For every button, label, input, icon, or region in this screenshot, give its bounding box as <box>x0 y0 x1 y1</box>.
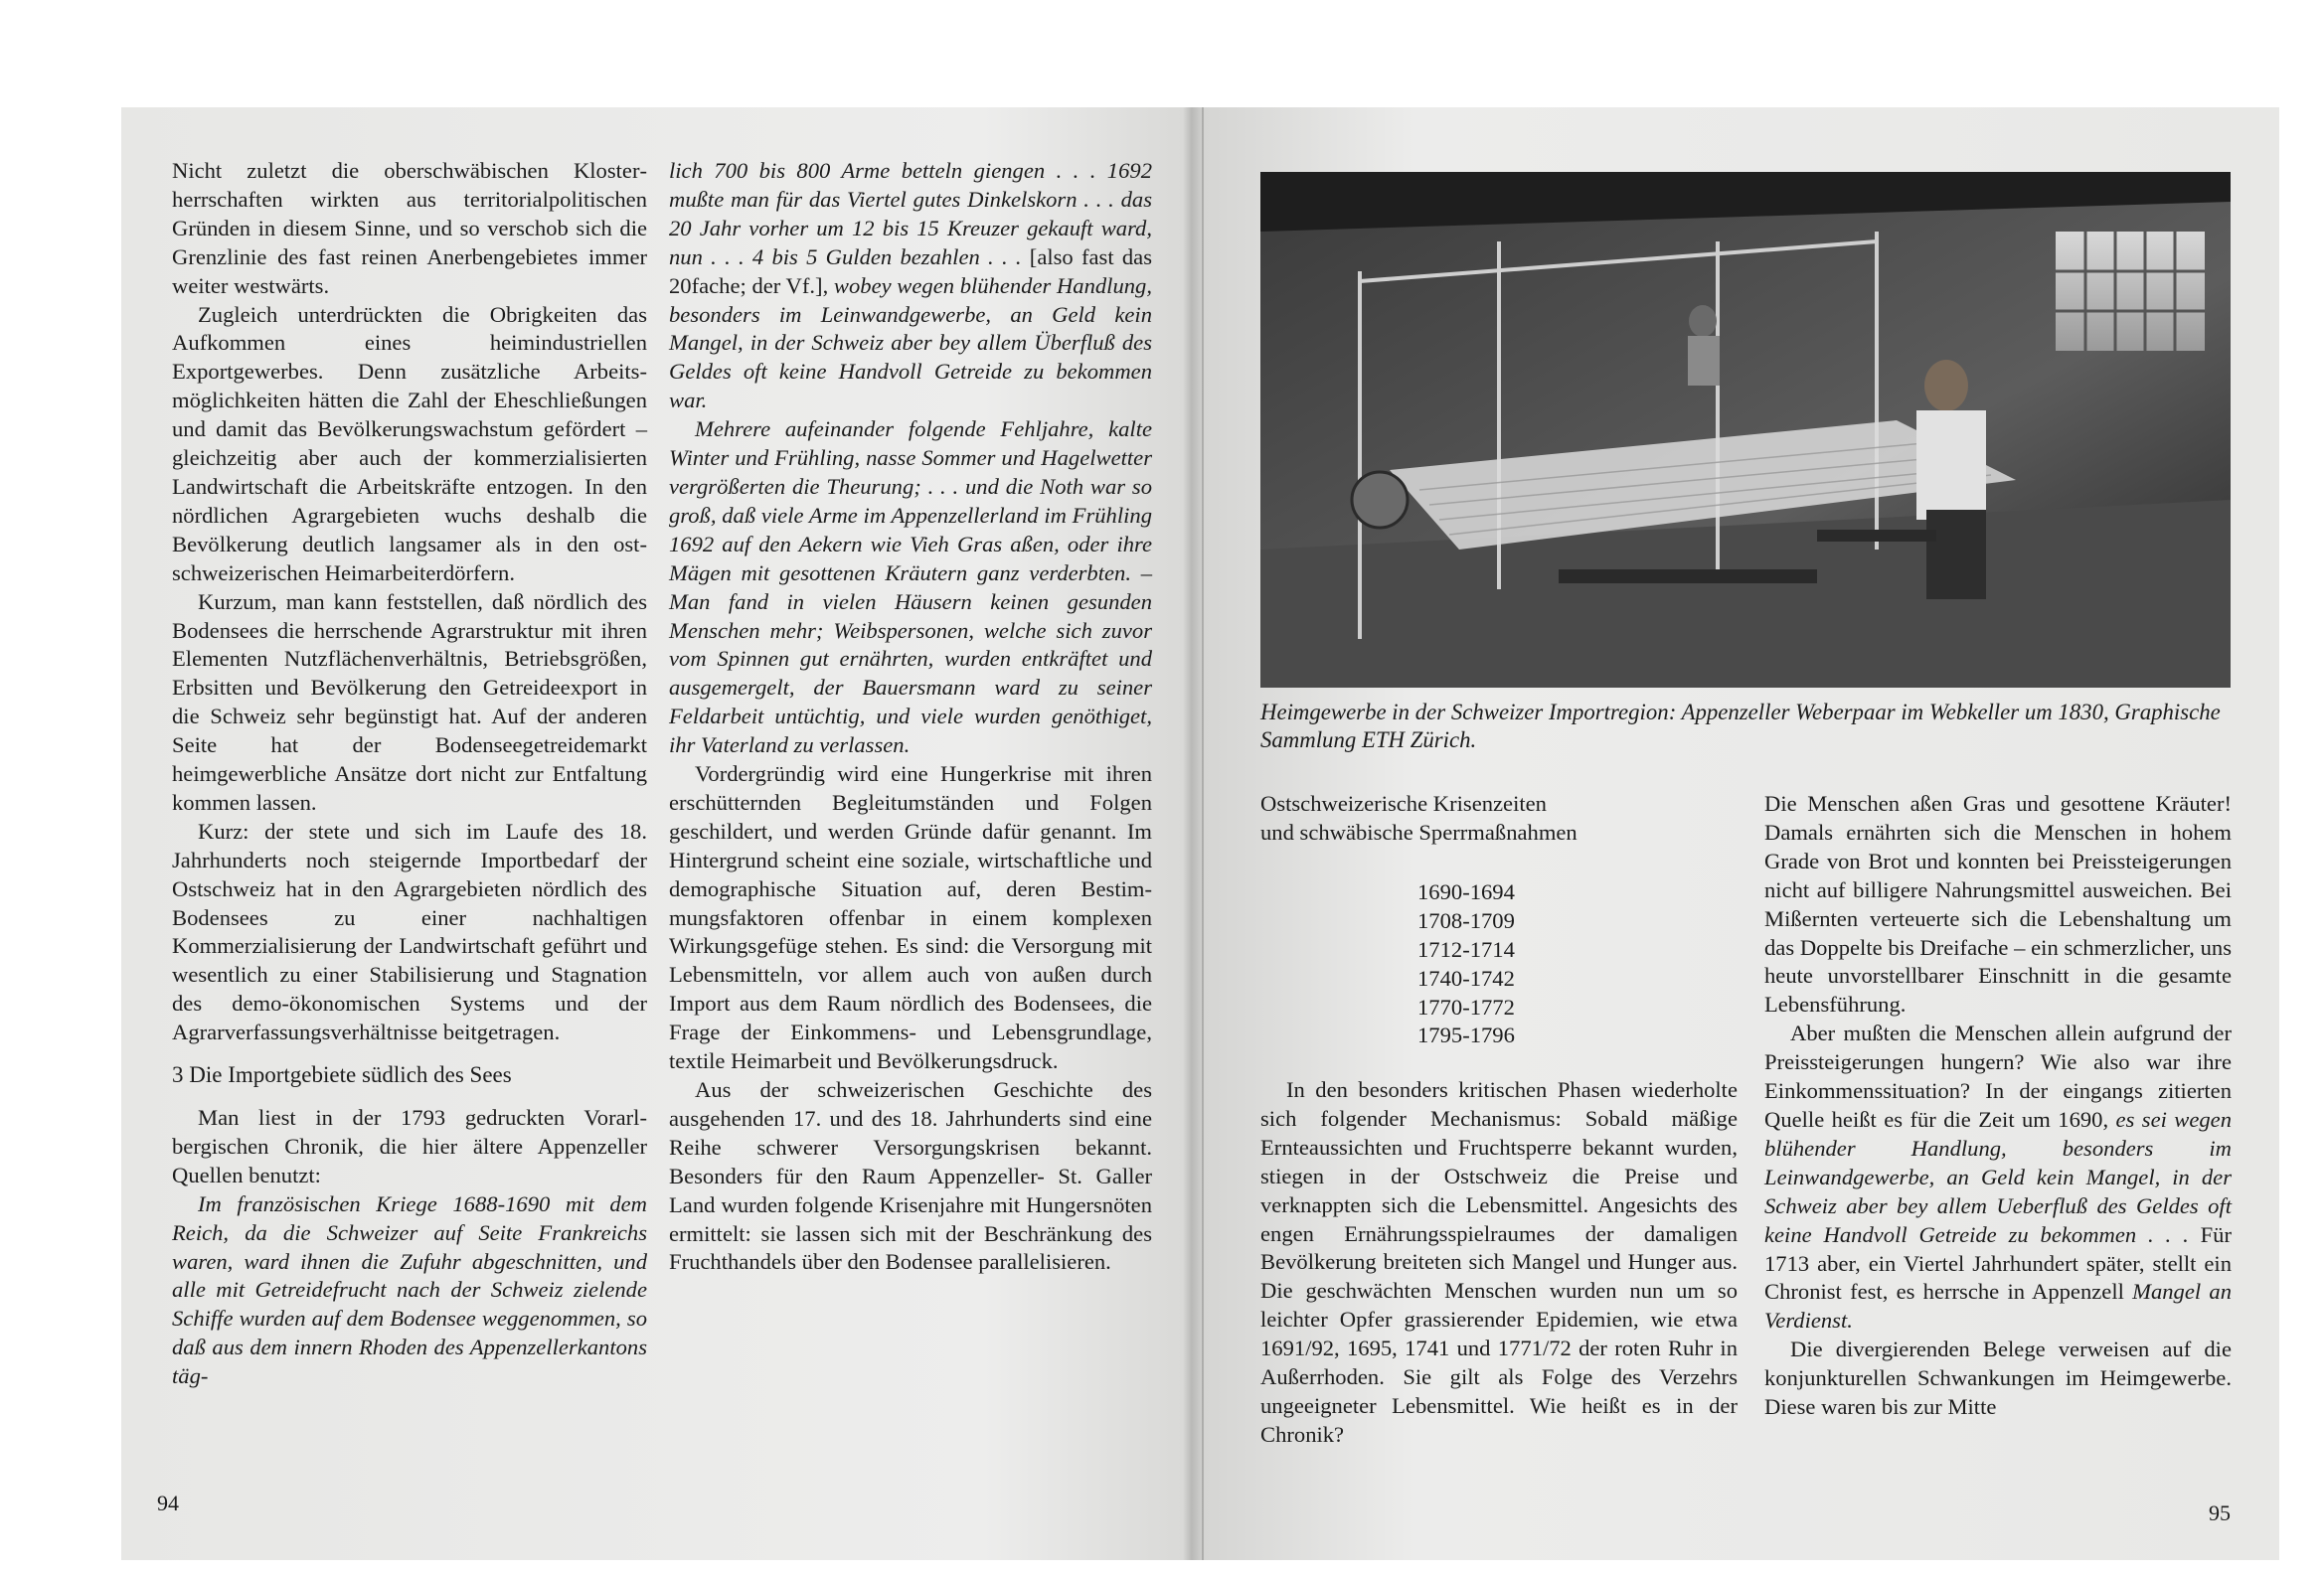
table-title-line: Ostschweizerische Krisenzeiten <box>1260 791 1547 816</box>
paragraph: Aus der schweizerischen Geschichte des ausgehenden 17. und des 18. Jahrhunderts sind eine Reihe schwerer Versorgungskrisen bekannt. Besonders für den Raum Appenzeller- St. Galler Land wurden folgende Krisenjahre mit Hungersnöten ermittelt: sie lassen sich mit der Beschränkung des Fruchthandels über den Bodensee parallelisieren. <box>669 1077 1152 1275</box>
weaving-cellar-illustration <box>1260 172 2231 688</box>
paragraph: Die Menschen aßen Gras und gesottene Kräuter! Damals ernährten sich die Menschen in hohem Grade von Brot und konnten bei Preissteigerungen nicht auf billigere Nahrungsmittel ausweichen. Bei Mißernten verteuerte sich die Lebenshaltung um das Doppelte bis Dreifache – ein schmerzlicher, uns heute unvorstellbarer Einschnitt in die gesamte Lebensführung. <box>1764 791 2232 1018</box>
paragraph <box>1764 1020 2232 1336</box>
left-column-2 <box>669 157 1152 1277</box>
weaver-engraving-image <box>1260 172 2231 688</box>
quote-text: lich 700 bis 800 Arme betteln giengen . . . 1692 mußte man für das Viertel gutes Dinkelskorn . . . das 20 Jahr vorher um 12 bis 15 Kreuzer gekauft ward, nun . . . 4 bis 5 Gulden bezahlen . . . <box>669 158 1152 269</box>
chronicle-quote: Im französischen Kriege 1688-1690 mit dem Reich, da die Schweizer auf Seite Frankreichs waren, ward ihnen die Zufuhr abgeschnitten, und alle mit Getreidefrucht nach der Schweiz zielende Schiffe wurden auf dem Bodensee weggenommen, so daß aus dem innern Rhoden des Appenzellerkantons täg- <box>172 1190 647 1389</box>
crisis-period: 1690-1694 <box>1417 879 1515 904</box>
paragraph: Man liest in der 1793 gedruckten Vorarlbergischen Chronik, die hier ältere Appenzeller Quellen benutzt: <box>172 1105 647 1187</box>
paragraph: In den besonders kritischen Phasen wiederholte sich folgender Mechanismus: Sobald mäßige Ernteaussichten und Fruchtsperre bekannt wurden, stiegen in der Ostschweiz die Preise und verknappten sich die Lebensmittel. Angesichts des engen Ernährungsspielraumes der damaligen Bevölkerung breiteten sich Mangel und Hunger aus. Die geschwächten Menschen wurden nun um so leichter Opfer grassierender Epidemien, wie etwa 1691/92, 1695, 1741 und 1771/72 der roten Ruhr in Außerrhoden. Sie gilt als Folge des Verzehrs ungeeigneter Lebensmittel. Wie heißt es in der Chronik? <box>1260 1077 1738 1447</box>
figure-caption: Heimgewerbe in der Schweizer Importregion: Appenzeller Weberpaar im Webkeller um 1830, Graphische Sammlung ETH Zürich. <box>1260 700 2221 752</box>
quote-text: wobey wegen blühender Handlung, besonders im Leinwandgewerbe, an Geld kein Mangel, in der Schweiz aber bey allem Überfluß des Geldes oft keine Handvoll Getreide zu bekommen war. <box>669 272 1152 413</box>
right-column-2 <box>1764 790 2232 1422</box>
book-fold <box>1202 107 1204 1560</box>
right-column-1 <box>1260 790 1738 848</box>
paragraph: Zugleich unterdrückten die Obrigkeiten das Aufkommen eines heimindustriellen Exportgewerbes. Denn zusätzliche Arbeitsmöglichkeiten hätten die Zahl der Eheschließungen und damit das Bevölkerungswachstum gefördert – gleichzeitig aber auch der kommerzialisierten Landwirtschaft die Arbeitskräfte entzogen. In den nördlichen Agrargebieten wuchs deshalb die Bevölkerung deutlich langsamer als in den ostschweizerischen Heimarbeiterdörfern. <box>172 301 647 585</box>
paragraph: Vordergründig wird eine Hungerkrise mit ihren erschütternden Begleitumständen und Folgen geschildert, und werden Gründe dafür genannt. Im Hintergrund scheint eine soziale, wirtschaftliche und demographische Situation auf, deren Bestimmungsfaktoren offenbar in einem komplexen Wirkungsgefüge stehen. Es sind: die Versorgung mit Lebensmitteln, vor allem auch von außen durch Import aus dem Raum nördlich des Bodensees, die Frage der Einkommens- und Lebensgrundlage, textile Heimarbeit und Bevölkerungsdruck. <box>669 761 1152 1074</box>
section-heading: 3 Die Importgebiete südlich des Sees <box>172 1062 512 1088</box>
crisis-years-list <box>1417 878 1515 1050</box>
table-title-line: und schwäbische Sperrmaßnahmen <box>1260 819 1577 845</box>
text-run: Für 1713 aber, ein Viertel Jahrhundert später, stellt ein Chronist fest, es herrsche in Appenzell <box>1764 1221 2232 1305</box>
quote-text: Mangel an Verdienst. <box>1764 1279 2232 1334</box>
crisis-period: 1740-1742 <box>1417 965 1515 991</box>
paragraph: Kurz: der stete und sich im Laufe des 18. Jahrhunderts noch steigernde Importbedarf der Ostschweiz hat in den Agrargebieten nördlich des Bodensees zu einer nachhaltigen Kommerzialisierung der Landwirtschaft geführt und wesentlich zu einer Stabilisierung und Stagnation des demo-ökonomischen Systems und der Agrarverfassungsverhältnisse beitgetragen. <box>172 818 647 1045</box>
paragraph: Kurzum, man kann feststellen, daß nördlich des Bodensees die herrschende Agrarstruktur mit ihren Elementen Nutzflächenverhältnis, Betriebsgrößen, Erbsitten und Bevölkerung den Getreideexport in die Schweiz sehr begünstigt hat. Auf der anderen Seite hat der Bodenseegetreidemarkt heimgewerbliche Ansätze dort nicht zur Entfaltung kommen lassen. <box>172 588 647 815</box>
table-title <box>1260 790 1738 848</box>
paragraph: Die divergierenden Belege verweisen auf die konjunkturellen Schwankungen im Heimgewerbe. Diese waren bis zur Mitte <box>1764 1337 2232 1420</box>
page-number-right: 95 <box>2209 1500 2231 1525</box>
crisis-period: 1712-1714 <box>1417 936 1515 962</box>
crisis-period: 1795-1796 <box>1417 1023 1515 1048</box>
crisis-period: 1708-1709 <box>1417 907 1515 933</box>
author-insertion: [also fast das 20fache; der Vf.], <box>669 243 1152 298</box>
text-run: Aber mußten die Menschen allein aufgrund der Preissteigerungen hungern? Wie also war ihre Einkommenssituation? In der eingangs zitierten Quelle heißt es für die Zeit um 1690, <box>1764 1021 2232 1132</box>
right-column-1-body <box>1260 1076 1738 1450</box>
page-number-left: 94 <box>157 1491 179 1515</box>
paragraph: Nicht zuletzt die oberschwäbischen Klosterherrschaften wirkten aus territorialpolitischen Gründen in diesem Sinne, und so verschob sich die Grenzlinie des fast reinen Anerbengebietes immer weiter westwärts. <box>172 158 647 298</box>
chronicle-quote-2: Mehrere aufeinander folgende Fehljahre, kalte Winter und Frühling, nasse Sommer und Hagelwetter vergrößerten die Theurung; . . . und die Noth war so groß, daß viele Arme im Appenzellerland im Frühling 1692 auf den Aekern wie Vieh Gras aßen, oder ihre Mägen mit gesottenen Kräutern ganz verderbten. – Man fand in vielen Häusern keinen gesunden Menschen mehr; Weibspersonen, welche sich zuvor vom Spinnen gut ernährten, wurden entkräftet und ausgemergelt, der Bauersmann ward zu seiner Feldarbeit untüchtig, und viele wurden genöthiget, ihr Vaterland zu verlassen. <box>669 416 1152 758</box>
left-column-1 <box>172 157 647 1391</box>
crisis-period: 1770-1772 <box>1417 994 1515 1020</box>
chronicle-quote-continued <box>669 157 1152 415</box>
quote-text: es sei wegen blühender Handlung, besonders im Leinwandgewerbe, an Geld kein Mangel, in der Schweiz aber bey allem Ueberfluß des Geldes oft keine Handvoll Getreide zu bekommen . . . <box>1764 1106 2233 1247</box>
